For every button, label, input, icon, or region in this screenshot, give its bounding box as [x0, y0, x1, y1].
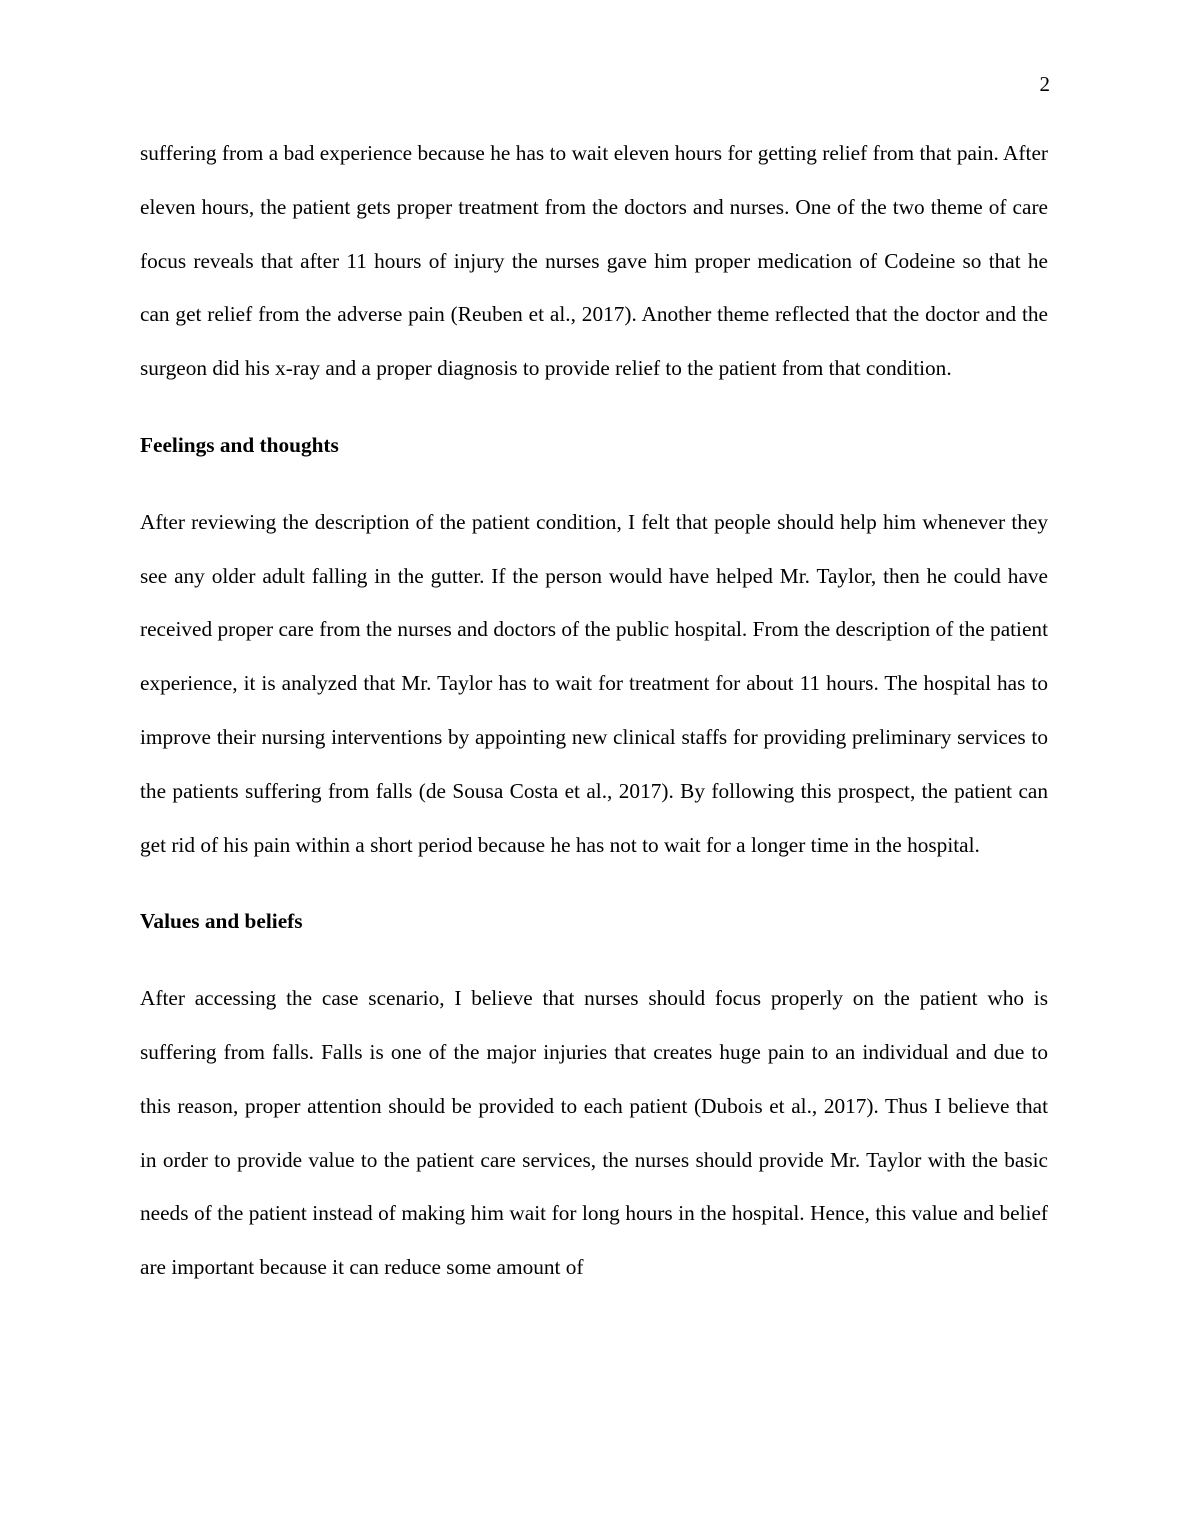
document-body — [140, 127, 1048, 1295]
page-number: 2 — [1039, 72, 1050, 96]
paragraph-feelings-and-thoughts: After reviewing the description of the patient condition, I felt that people should help him whenever they see any older adult falling in the gutter. If the person would have helped Mr. Taylor, then he could have received proper care from the nurses and doctors of the public hospital. From the description of the patient experience, it is analyzed that Mr. Taylor has to wait for treatment for about 11 hours. The hospital has to improve their nursing interventions by appointing new clinical staffs for providing preliminary services to the patients suffering from falls (de Sousa Costa et al., 2017). By following this prospect, the patient can get rid of his pain within a short period because he has not to wait for a longer time in the hospital. — [140, 509, 1048, 857]
paragraph-values-and-beliefs: After accessing the case scenario, I believe that nurses should focus properly on the patient who is suffering from falls. Falls is one of the major injuries that creates huge pain to an individual and due to this reason, proper attention should be provided to each patient (Dubois et al., 2017). Thus I believe that in order to provide value to the patient care services, the nurses should provide Mr. Taylor with the basic needs of the patient instead of making him wait for long hours in the hospital. Hence, this value and belief are important because it can reduce some amount of — [140, 986, 1048, 1280]
heading-feelings-and-thoughts: Feelings and thoughts — [140, 432, 339, 457]
paragraph-patient-experience: suffering from a bad experience because he has to wait eleven hours for getting relief from that pain. After eleven hours, the patient gets proper treatment from the doctors and nurses. One of the two theme of care focus reveals that after 11 hours of injury the nurses gave him proper medication of Codeine so that he can get relief from the adverse pain (Reuben et al., 2017). Another theme reflected that the doctor and the surgeon did his x-ray and a proper diagnosis to provide relief to the patient from that condition. — [140, 141, 1048, 381]
heading-values-and-beliefs: Values and beliefs — [140, 909, 303, 934]
